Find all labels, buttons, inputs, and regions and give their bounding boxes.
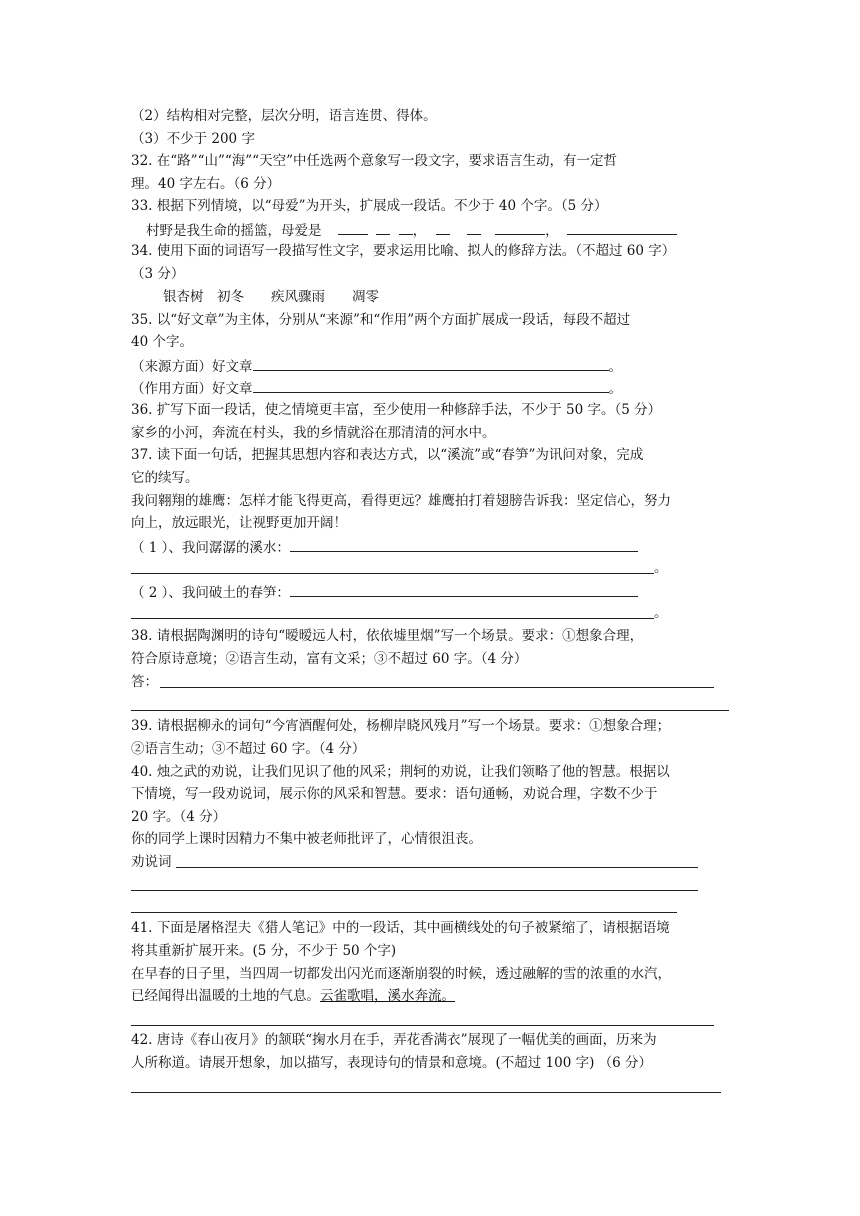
question-40: 40. 烛之武的劝说，让我们见识了他的风采；荆轲的劝说，让我们领略了他的智慧。根据以 [131,764,670,780]
question-33: 33. 根据下列情境，以“母爱”为开头，扩展成一段话。不少于 40 个字。（5 分） [131,198,608,214]
answer-line[interactable] [160,687,714,688]
question-39: 39. 请根据柳永的词句“今宵酒醒何处，杨柳岸晓风残月”写一个场景。要求：①想象合理； [131,718,671,734]
question-36: 36. 扩写下面一段话，使之情境更丰富，至少使用一种修辞手法，不少于 50 字。（5 分） [131,402,662,418]
q33-prompt: 村野是我生命的摇篮，母爱是 ， ， [146,220,677,240]
answer-line[interactable] [131,1092,721,1093]
question-32: 32. 在“路”“山”“海”“天空”中任选两个意象写一段文字，要求语言生动，有一定哲 [131,153,617,169]
question-38: 38. 请根据陶渊明的诗句“暧暧远人村，依依墟里烟”写一个场景。要求：①想象合理， [131,628,644,644]
text-line: （3 分） [131,266,185,282]
text-line: 我问翱翔的雄鹰：怎样才能飞得更高，看得更远？雄鹰拍打着翅膀告诉我：坚定信心，努力 [131,493,671,509]
question-41: 41. 下面是屠格涅夫《猎人笔记》中的一段话，其中画横线处的句子被紧缩了，请根据语境 [131,920,670,936]
q35-effect-label: （作用方面）好文章 [131,381,253,397]
text-line: 理。40 字左右。（6 分） [131,176,281,192]
q38-answer-label: 答： [131,674,158,690]
text-line: （2）结构相对完整，层次分明，语言连贯、得体。 [131,108,437,124]
q40-answer-label: 劝说词 [131,854,172,870]
answer-blank[interactable] [253,378,609,393]
answer-line[interactable] [131,1025,714,1026]
answer-blank[interactable] [290,537,638,552]
period: 。 [608,381,622,397]
q37-item-2-label: （ 2 ）、我问破土的春笋： [131,585,290,601]
text-line: 向上，放远眼光，让视野更加开阔！ [131,515,347,531]
text-line: 20 字。（4 分） [131,809,227,825]
answer-blank[interactable] [290,582,638,597]
period: 。 [654,605,668,621]
answer-line[interactable] [131,710,729,711]
text-line: 下情境，写一段劝说词，展示你的风采和智慧。要求：语句通畅，劝说合理，字数不少于 [131,786,658,802]
period: 。 [608,359,622,375]
answer-blank[interactable] [467,220,481,235]
q33-prompt-text: 村野是我生命的摇篮，母爱是 [146,223,322,239]
text-line: 人所称道。请展开想象，加以描写，表现诗句的情景和意境。(不超过 100 字) （6 分） [131,1055,653,1071]
q35-source-label: （来源方面）好文章 [131,359,253,375]
underlined-sentence: 云雀歌唱，溪水奔流。 [320,988,455,1004]
answer-line[interactable] [131,573,654,574]
text-line: 你的同学上课时因精力不集中被老师批评了，心情很沮丧。 [131,831,482,847]
answer-line[interactable] [131,912,677,913]
word-list: 银杏树 初冬 疾风骤雨 凋零 [163,289,379,305]
q37-item-2 [131,582,638,602]
question-37: 37. 读下面一句话，把握其思想内容和表达方式，以“溪流”或“春笋”为讯问对象，完成 [131,447,644,463]
answer-line[interactable] [176,867,698,868]
question-42: 42. 唐诗《春山夜月》的颔联“掬水月在手，弄花香满衣”展现了一幅优美的画面，历来为 [131,1032,657,1048]
answer-blank[interactable] [253,356,609,371]
text-line: 将其重新扩展开来。(5 分，不少于 50 个字) [131,943,397,959]
answer-blank[interactable] [376,220,390,235]
answer-line[interactable] [131,618,654,619]
text-line: 在早春的日子里，当四周一切都发出闪光而逐渐崩裂的时候，透过融解的雪的浓重的水汽， [131,966,671,982]
q37-item-1-label: （ 1 ）、我问潺潺的溪水： [131,540,290,556]
q37-item-1 [131,537,638,557]
q35-source-line [131,356,622,376]
answer-blank[interactable] [436,220,450,235]
answer-blank[interactable] [399,220,413,235]
answer-blank[interactable] [338,220,368,235]
question-35: 35. 以“好文章”为主体，分别从“来源”和“作用”两个方面扩展成一段话，每段不超过 [131,312,631,328]
answer-blank[interactable] [495,220,545,235]
text-line: 符合原诗意境；②语言生动，富有文采；③不超过 60 字。（4 分） [131,651,528,667]
text-line: 家乡的小河，奔流在村头，我的乡情就浴在那清清的河水中。 [131,425,496,441]
period: 。 [654,560,668,576]
q41-last-line [131,987,455,1005]
answer-line[interactable] [131,890,698,891]
q35-effect-line [131,378,622,398]
text-line: 它的续写。 [131,470,199,486]
text-line: （3）不少于 200 字 [131,131,255,147]
question-34: 34. 使用下面的词语写一段描写性文字，要求运用比喻、拟人的修辞方法。（不超过 60 字） [131,243,676,259]
text-line: ②语言生动；③不超过 60 字。（4 分） [131,741,366,757]
answer-blank[interactable] [567,220,677,235]
text-line: 已经闻得出温暖的土地的气息。 [131,988,320,1004]
text-line: 40 个字。 [131,334,193,350]
